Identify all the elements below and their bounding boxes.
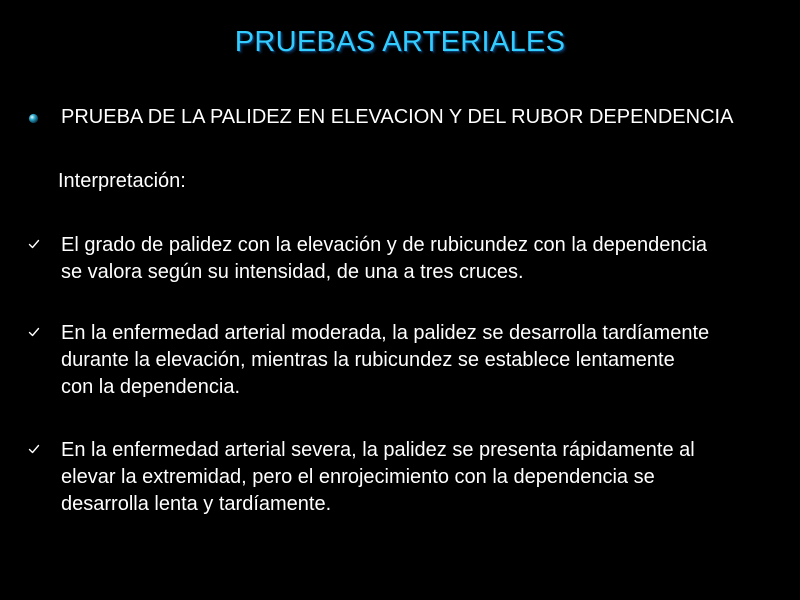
checkmark-icon (28, 238, 40, 250)
point-line: El grado de palidez con la elevación y de rubicundez con la dependencia (61, 234, 708, 256)
point-line: desarrolla lenta y tardíamente. (61, 493, 332, 515)
point-text (61, 232, 786, 286)
point-line: durante la elevación, mientras la rubicundez se establece lentamente (61, 349, 675, 371)
interpretation-label: Interpretación: (58, 170, 186, 192)
point-text (61, 437, 786, 518)
point-line: con la dependencia. (61, 376, 241, 398)
point-line: En la enfermedad arterial severa, la palidez se presenta rápidamente al (61, 439, 695, 461)
checkmark-icon (28, 326, 40, 338)
sphere-bullet-icon (28, 113, 39, 124)
point-line: elevar la extremidad, pero el enrojecimiento con la dependencia se (61, 466, 655, 488)
checkmark-icon (28, 443, 40, 455)
main-bullet-text: PRUEBA DE LA PALIDEZ EN ELEVACION Y DEL RUBOR DEPENDENCIA (61, 106, 734, 128)
point-line: se valora según su intensidad, de una a tres cruces. (61, 261, 524, 283)
slide-title (0, 24, 800, 60)
point-line: En la enfermedad arterial moderada, la palidez se desarrolla tardíamente (61, 322, 710, 344)
point-text (61, 320, 786, 401)
slide-title-text: PRUEBAS ARTERIALES (234, 26, 566, 58)
